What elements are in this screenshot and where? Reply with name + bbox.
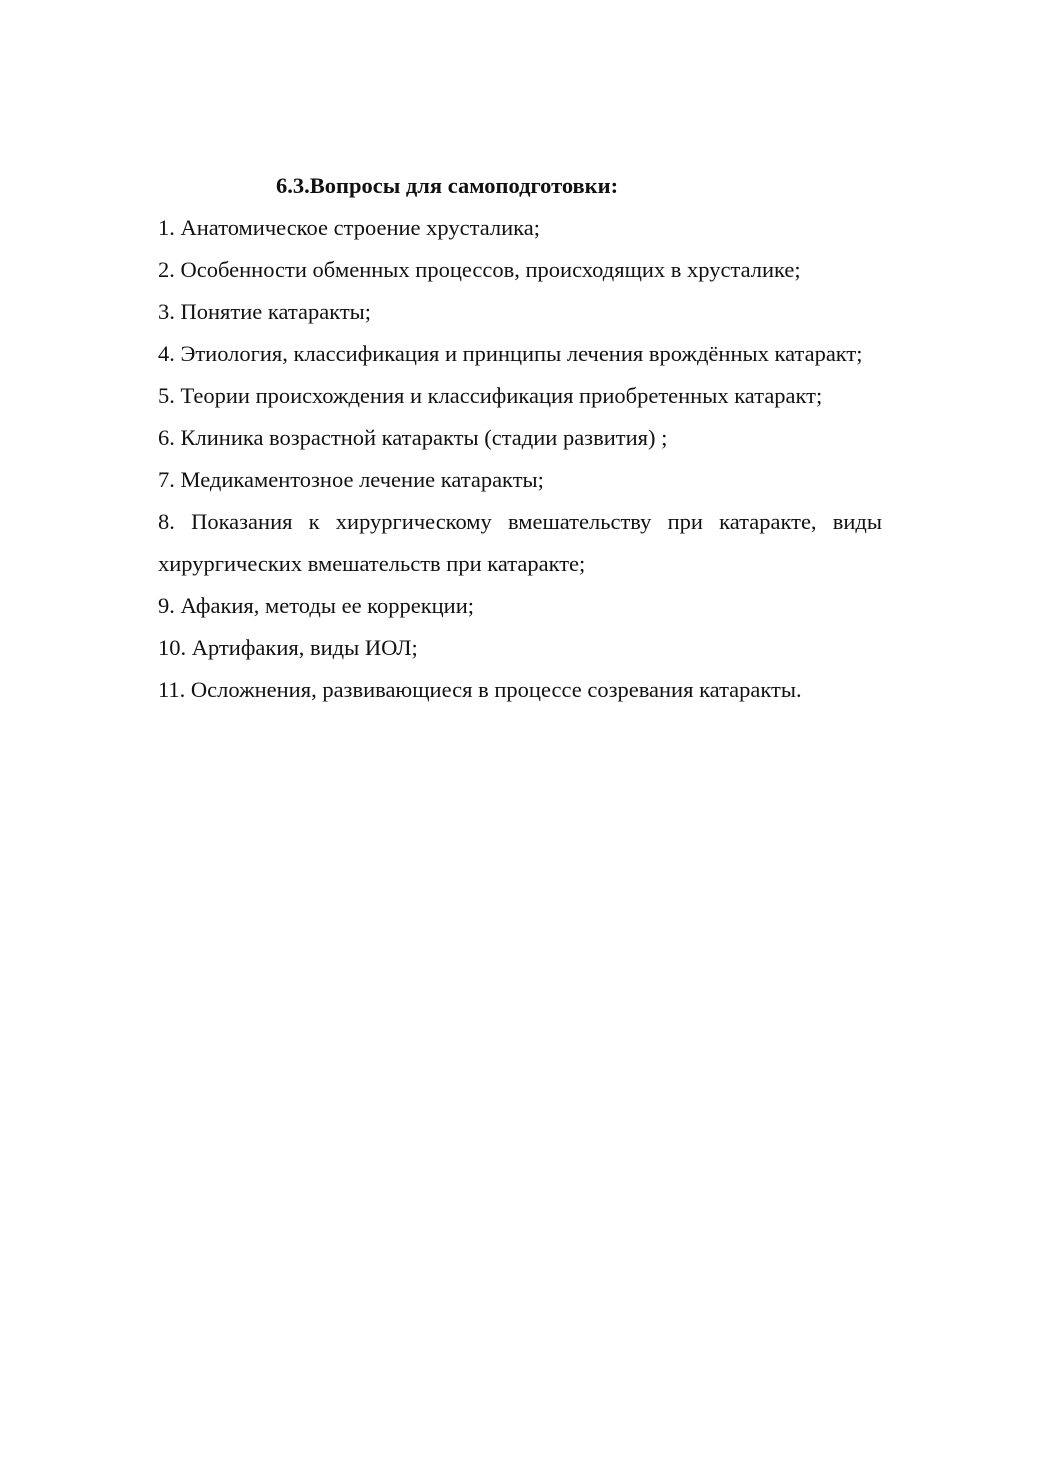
question-item: 4. Этиология, классификация и принципы лечения врождённых катаракт; — [158, 341, 863, 366]
question-item: 2. Особенности обменных процессов, происходящих в хрусталике; — [158, 257, 801, 282]
questions-list — [158, 207, 882, 711]
question-item: 1. Анатомическое строение хрусталика; — [158, 215, 540, 240]
section-heading: 6.3.Вопросы для самоподготовки: — [276, 173, 619, 198]
question-item: 9. Афакия, методы ее коррекции; — [158, 593, 475, 618]
question-item: 8. Показания к хирургическому вмешательству при катаракте, виды хирургических вмешательств при катаракте; — [158, 509, 882, 576]
document-content — [158, 165, 882, 711]
question-item: 11. Осложнения, развивающиеся в процессе созревания катаракты. — [158, 677, 802, 702]
question-item: 7. Медикаментозное лечение катаракты; — [158, 467, 544, 492]
question-item: 6. Клиника возрастной катаракты (стадии развития) ; — [158, 425, 668, 450]
question-item: 5. Теории происхождения и классификация приобретенных катаракт; — [158, 383, 823, 408]
question-item: 10. Артифакия, виды ИОЛ; — [158, 635, 418, 660]
question-item: 3. Понятие катаракты; — [158, 299, 372, 324]
